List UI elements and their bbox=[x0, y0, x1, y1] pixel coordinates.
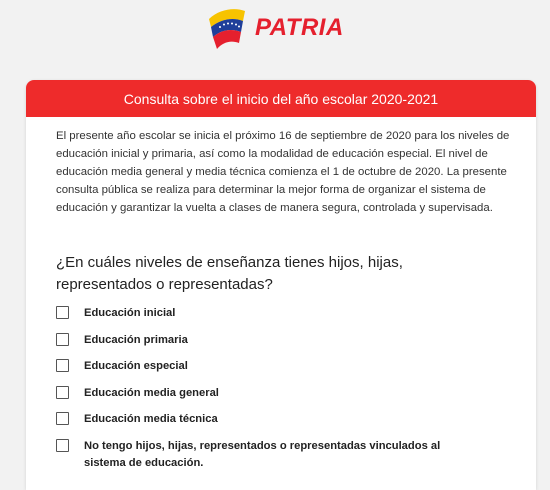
checkbox[interactable] bbox=[56, 439, 69, 452]
option-educacion-media-general[interactable] bbox=[56, 385, 516, 412]
checkbox[interactable] bbox=[56, 386, 69, 399]
option-label[interactable]: Educación media técnica bbox=[84, 413, 218, 425]
card-title: Consulta sobre el inicio del año escolar 2020-2021 bbox=[26, 80, 536, 117]
brand-name: PATRIA bbox=[255, 14, 344, 41]
option-educacion-primaria[interactable] bbox=[56, 332, 516, 359]
option-label[interactable]: Educación especial bbox=[84, 360, 188, 372]
option-label[interactable]: No tengo hijos, hijas, representados o representadas vinculados al sistema de educación. bbox=[84, 439, 441, 469]
page-header bbox=[0, 0, 550, 80]
option-educacion-especial[interactable] bbox=[56, 358, 516, 385]
patria-logo bbox=[205, 4, 344, 52]
question-text: ¿En cuáles niveles de enseñanza tienes hijos, hijas, representados o representadas? bbox=[56, 254, 403, 293]
checkbox[interactable] bbox=[56, 333, 69, 346]
checkbox[interactable] bbox=[56, 359, 69, 372]
option-no-tengo-hijos[interactable] bbox=[56, 438, 516, 478]
option-label[interactable]: Educación media general bbox=[84, 386, 219, 399]
patria-flag-icon bbox=[205, 5, 251, 51]
survey-card bbox=[26, 80, 536, 490]
option-label[interactable]: Educación primaria bbox=[84, 333, 188, 346]
option-educacion-inicial[interactable] bbox=[56, 305, 516, 332]
checkbox[interactable] bbox=[56, 412, 69, 425]
option-label[interactable]: Educación inicial bbox=[84, 307, 176, 319]
intro-text: El presente año escolar se inicia el próximo 16 de septiembre de 2020 para los niveles de educación inicial y primaria, así como la modalidad de educación especial. El nivel de educación media general y media técnica comienza el 1 de octubre de 2020. La presente consulta pública se realiza para determinar la mejor forma de organizar el sistema de educación y garantizar la vuelta a clases de manera segura, controlada y supervisada. bbox=[56, 130, 510, 214]
checkbox[interactable] bbox=[56, 306, 69, 319]
options-list bbox=[56, 305, 516, 478]
option-educacion-media-tecnica[interactable] bbox=[56, 411, 516, 438]
